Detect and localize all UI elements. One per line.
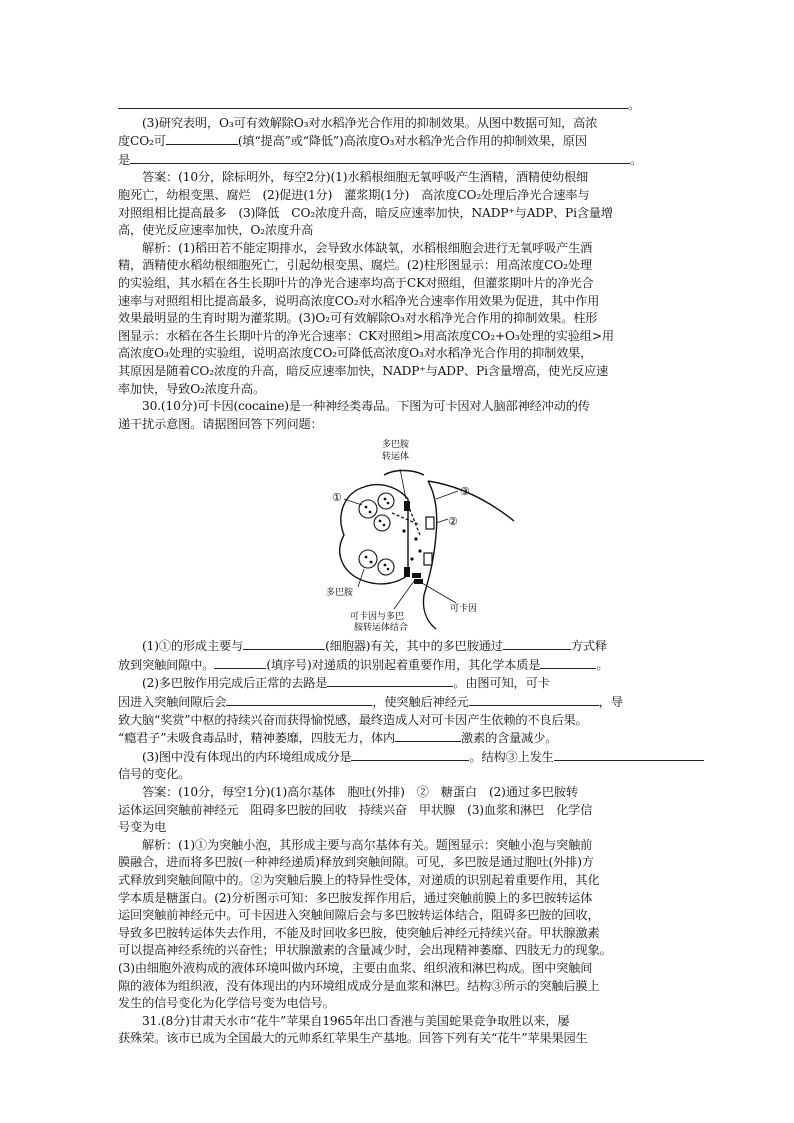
label-3: ③ <box>460 485 470 499</box>
cocaine-molecule <box>412 573 421 578</box>
answer-blank[interactable] <box>166 132 238 145</box>
q30-stem: 30.(10分)可卡因(cocaine)是一种神经类毒品。下图为可卡因对人脑部神经冲动的传 递干扰示意图。请据图回答下列问题： <box>118 399 590 431</box>
q29-answer: 答案：(10分，除标明外，每空2分)(1)水稻根细胞无氧呼吸产生酒精，酒精使幼根细 胞死亡，幼根变黑、腐烂 (2)促进(1分) 灌浆期(1分) 高浓度CO₂处理后净光合速率与 对照组相比提高最多 (3)降低 CO₂浓度升高，暗反应速率加快，NADP⁺与ADP、Pi含量增 高，使光反应速率加快，O₂浓度升高 <box>118 170 613 238</box>
period: 。 <box>628 98 641 112</box>
synaptic-vesicle <box>359 500 377 518</box>
leader-line <box>344 499 362 505</box>
answer-blank[interactable] <box>554 748 704 761</box>
q29-analysis: 解析：(1)稻田若不能定期排水，会导致水体缺氧，水稻根细胞会进行无氧呼吸产生酒 精，酒精使水稻幼根细胞死亡，引起幼根变黑、腐烂。(2)柱形图显示：用高浓度CO₂处理 的实验组，其水稻在各生长期叶片的净光合速率均高于CK对照组，但灌浆期叶片的净光合 速率与对照组相比提高最多，说明高浓度CO₂对水稻净光合速率作用效果为促进，其中作用 效果最明显的生育时期为灌浆期。(3)O₂可有效解除O₃对水稻净光合作用的抑制效果。柱形 图显示：水稻在各生长期叶片的净光合速率：CK对照组>用高浓度CO₂+O₃处理的实验组>用 高浓度O₃处理的实验组，说明高浓度CO₂可降低高浓度O₃对水稻净光合作用的抑制效果， 其原因是随着CO₂浓度的升高，暗反应速率加快，NADP⁺与ADP、Pi含量增高，使光反应速 率加快，导致O₂浓度升高。 <box>118 240 614 396</box>
label-transporter-2: 转运体 <box>382 452 410 463</box>
q29-3-line3: 是 。 <box>118 152 643 167</box>
synapse-figure <box>118 435 674 635</box>
answer-blank[interactable] <box>469 693 599 706</box>
receptor <box>426 517 434 529</box>
answer-blank[interactable] <box>351 748 469 761</box>
q29-3-line1: (3)研究表明，O₃可有效解除O₃对水稻净光合作用的抑制效果。从图中数据可知，高浓 <box>142 115 598 130</box>
answer-blank[interactable] <box>395 729 461 742</box>
q29-3-line2: 度CO₂可 (填“提高”或“降低”)高浓度O₃对水稻净光合作用的抑制效果，原因 <box>118 134 587 149</box>
dopamine-transporter <box>404 567 410 577</box>
answer-blank[interactable] <box>503 637 571 650</box>
synaptic-vesicle <box>359 550 377 568</box>
label-transporter-1: 多巴胺 <box>382 440 410 451</box>
q30-answer: 答案：(10分，每空1分)(1)高尔基体 胞吐(外排) ② 糖蛋白 (2)通过多巴胺转 运体运回突触前神经元 阻碍多巴胺的回收 持续兴奋 甲状腺 (3)血浆和淋巴 化学信 号变为电 <box>118 785 593 835</box>
presynaptic-membrane <box>340 485 408 584</box>
answer-blank[interactable] <box>130 151 630 164</box>
answer-blank[interactable] <box>540 656 596 669</box>
cocaine-molecule <box>414 579 423 584</box>
dopamine-dots <box>365 498 422 571</box>
leader-line <box>358 569 364 587</box>
synaptic-vesicle <box>378 493 394 509</box>
label-dopamine: 多巴胺 <box>326 588 354 599</box>
leader-line <box>394 581 414 609</box>
leader-line <box>436 519 448 523</box>
synaptic-vesicle <box>374 515 390 531</box>
top-blank-line <box>118 96 674 115</box>
synaptic-vesicle <box>378 559 394 575</box>
answer-blank[interactable] <box>118 96 628 109</box>
postsynaptic-outline <box>428 481 514 521</box>
document-page <box>118 96 674 1048</box>
answer-blank[interactable] <box>243 637 325 650</box>
receptor <box>424 553 432 565</box>
reuptake-arrow <box>408 505 420 535</box>
leader-line <box>422 583 456 603</box>
answer-blank[interactable] <box>226 693 372 706</box>
q30-questions: (1)①的形成主要与 (细胞器)有关，其中的多巴胺通过 方式释 放到突触间隙中。 (填序号)对递质的识别起着重要作用，其化学本质是 。 (2)多巴胺作用完成后正常的去路是 。由图可知，可卡 因进入突触间隙后会 ，使突触后神经元 ，导 致大脑“奖赏”中枢的持续兴奋而获得愉悦感，最终造成人对可卡因产生依赖的不良后果。 “瘾君子”未吸食毒品时，精神萎靡，四肢无力，体内 激素的含量减少。 (3)图中没有体现出的内环境组成成分是 。结构③上发生 信号的变化。 <box>118 637 674 784</box>
answer-blank[interactable] <box>214 656 266 669</box>
q30-analysis: 解析：(1)①为突触小泡，其形成主要与高尔基体有关。题图显示：突触小泡与突触前 膜融合，进而将多巴胺(一种神经递质)释放到突触间隙。可见，多巴胺是通过胞吐(外排)方 式释放到突触间隙中的。②为突触后膜上的特异性受体，对递质的识别起着重要作用，其化 学本质是糖蛋白。(2)分析图示可知：多巴胺发挥作用后，通过突触前膜上的多巴胺转运体 运回突触前神经元中。可卡因进入突触间隙后会与多巴胺转运体结合，阻碍多巴胺的回收， 导致多巴胺转运体失去作用，不能及时回收多巴胺，使突触后神经元持续兴奋。甲状腺激素 可以提高神经系统的兴奋性；甲状腺激素的含量减少时，会出现精神萎靡、四肢无力的现象。 (3)由细胞外液构成的液体环境叫做内环境，主要由血浆、组织液和淋巴构成。图中突触间 隙的液体为组织液，没有体现出的内环境组成成分是血浆和淋巴。结构③所示的突触后膜上 发生的信号变化为化学信号变为电信号。 <box>118 837 612 1011</box>
leader-line <box>436 491 458 499</box>
label-binding-2: 胺转运体结合 <box>354 623 409 632</box>
label-cocaine: 可卡因 <box>450 604 478 615</box>
axon-outline <box>384 471 424 476</box>
postsynaptic-membrane <box>424 481 437 629</box>
q31-stem: 31.(8分)甘肃天水市“花牛”苹果自1965年出口香港与美国蛇果竞争取胜以来，屡 获殊荣。该市已成为全国最大的元帅系红苹果生产基地。回答下列有关“花牛”苹果果园生 <box>118 1013 588 1046</box>
label-binding-1: 可卡因与多巴 <box>350 612 405 623</box>
label-1: ① <box>332 491 342 505</box>
answer-blank[interactable] <box>327 674 453 687</box>
label-2: ② <box>448 515 458 529</box>
synapse-diagram <box>324 435 520 631</box>
